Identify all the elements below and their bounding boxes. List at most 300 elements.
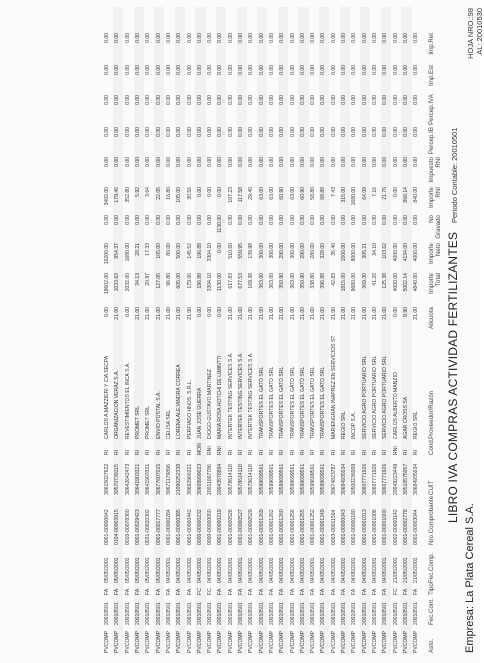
table-cell: 0.00	[104, 127, 111, 137]
table-cell: FA	[165, 588, 172, 595]
table-cell: 20010501	[330, 602, 337, 625]
table-cell: 30607771926	[371, 463, 378, 495]
table-cell: FA	[248, 588, 255, 595]
table-cell: 1033.63	[114, 273, 121, 292]
table-cell: FA	[361, 588, 368, 595]
table-cell: 0.00	[196, 307, 203, 317]
table-cell: 300.00	[268, 243, 275, 259]
table-cell: 0.00	[392, 187, 399, 197]
table-cell: 0.00	[351, 65, 358, 75]
table-cell: 3304.10	[207, 273, 214, 292]
table-cell: 0.00	[155, 33, 162, 43]
table-cell: 0001-00001255	[299, 509, 306, 545]
table-cell: RI	[268, 449, 275, 455]
table-cell: 0.00	[258, 65, 265, 75]
table-cell: 0001-00001269	[258, 509, 265, 545]
table-cell: 0.00	[361, 157, 368, 167]
table-cell: PVCOMP	[248, 630, 255, 653]
table-cell: PVCOMP	[145, 630, 152, 653]
table-cell: 0.00	[258, 33, 265, 43]
table-cell: 05/05/2001	[135, 557, 142, 583]
table-cell: DIOGO GUSTAVO MARTINEZ	[207, 369, 214, 439]
table-cell: 04/05/2001	[279, 557, 286, 583]
table-cell: 05/05/2001	[145, 557, 152, 583]
report-title: LIBRO IVA COMPRAS ACTIVIDAD FERTILIZANTES	[446, 231, 460, 523]
table-cell: 0.00	[186, 127, 193, 137]
table-cell: FA	[413, 588, 420, 595]
table-cell: 605.00	[176, 273, 183, 289]
table-cell: 0.00	[310, 157, 317, 167]
table-cell: 0.00	[402, 95, 409, 105]
accounting-period: Periodo Contable: 20010501	[450, 127, 459, 223]
table-cell: 21.00	[371, 307, 378, 320]
table-cell: 30692966221	[186, 463, 193, 495]
sheet-info	[466, 8, 484, 59]
table-cell: 9680.00	[351, 273, 358, 292]
table-cell: 0.00	[217, 187, 224, 197]
table-cell: CARLOS ALBERTO MANZIO	[392, 372, 399, 439]
table-cell: 0.00	[155, 157, 162, 167]
company-label: Empresa:	[464, 605, 476, 653]
table-cell: 0.00	[341, 215, 348, 225]
table-cell: 21.76	[382, 187, 389, 200]
table-cell: FA	[227, 588, 234, 595]
table-cell: 0031-00020302	[145, 509, 152, 545]
table-cell: 0.00	[135, 65, 142, 75]
table-cell: 21.00	[382, 307, 389, 320]
column-header: Imp.Est	[427, 65, 435, 86]
table-cell: 0.00	[104, 215, 111, 225]
table-cell: 0.00	[279, 95, 286, 105]
table-cell: 0.00	[145, 157, 152, 167]
table-cell: 30.56	[186, 187, 193, 200]
table-cell: 21.00	[341, 307, 348, 320]
table-cell: 21.00	[165, 307, 172, 320]
table-cell: 0.00	[114, 157, 121, 167]
table-cell: 30578614118	[248, 464, 255, 495]
table-cell: 04/05/2001	[289, 557, 296, 583]
table-cell: PVCOMP	[196, 630, 203, 653]
table-body	[103, 7, 422, 655]
table-cell: INTERTEK TESTING SERVICES S.A.	[238, 352, 245, 439]
table-cell: PERFIADO HNOS. S.R.L.	[186, 379, 193, 439]
table-cell: 0.00	[361, 65, 368, 75]
table-cell: 4134.00	[402, 243, 409, 262]
table-cell: 0.00	[361, 215, 368, 225]
table-cell: PVCOMP	[320, 630, 327, 653]
table-row	[195, 7, 205, 655]
table-cell: 80.00	[165, 243, 172, 256]
table-cell: 04/05/2001	[361, 557, 368, 583]
table-cell: FA	[299, 588, 306, 595]
table-cell: FC	[207, 588, 214, 595]
table-cell: 0.00	[310, 33, 317, 43]
table-cell: 20010501	[310, 602, 317, 625]
table-cell: RNI	[217, 446, 224, 455]
table-cell: 21.00	[413, 307, 420, 320]
table-cell: 0.00	[238, 157, 245, 167]
table-row	[247, 7, 257, 655]
table-cell: 369.30	[361, 273, 368, 289]
table-cell: 30607771926	[382, 463, 389, 495]
table-cell: 0.00	[279, 157, 286, 167]
table-cell: 22.05	[155, 187, 162, 200]
table-cell: 0001-00001000	[382, 509, 389, 545]
table-cell: 0.00	[341, 127, 348, 137]
table-cell: 05/05/2001	[104, 557, 111, 583]
table-cell: 0.00	[289, 33, 296, 43]
table-row	[154, 7, 164, 655]
table-cell: 04/05/2001	[258, 557, 265, 583]
table-cell: FC	[196, 588, 203, 595]
table-cell: 04/05/2001	[217, 557, 224, 583]
table-cell: 0.00	[248, 95, 255, 105]
table-cell: 0.00	[114, 33, 121, 43]
table-row	[185, 7, 195, 655]
table-cell: 3304.10	[207, 243, 214, 262]
table-cell: 145.52	[186, 243, 193, 259]
table-cell: 0.00	[361, 127, 368, 137]
table-cell: 20043578894	[217, 463, 224, 495]
table-cell: 0001-00017777	[155, 509, 162, 545]
table-cell: 20010501	[186, 602, 193, 625]
table-cell: RI	[248, 449, 255, 455]
table-cell: 20010501	[217, 602, 224, 625]
table-cell: 20010501	[196, 602, 203, 625]
table-cell: 854.37	[114, 243, 121, 259]
table-cell: PVCOMP	[279, 630, 286, 653]
table-cell: 510.60	[227, 243, 234, 259]
table-cell: 20010501	[104, 602, 111, 625]
table-cell: 0.00	[330, 127, 337, 137]
table-cell: 0.00	[258, 127, 265, 137]
table-cell: RI	[145, 449, 152, 455]
table-cell: FA	[268, 588, 275, 595]
table-cell: 30599699561	[299, 463, 306, 495]
table-cell: REGIO SRL	[341, 411, 348, 439]
table-cell: 0.00	[176, 33, 183, 43]
table-cell: 20010501	[268, 602, 275, 625]
table-cell: 677.53	[238, 273, 245, 289]
table-cell: 0.00	[310, 127, 317, 137]
table-cell: 0.00	[351, 33, 358, 43]
table-cell: 338.80	[310, 273, 317, 289]
table-cell: 20010501	[341, 602, 348, 625]
table-cell: 21.00	[361, 307, 368, 320]
table-cell: PVCOMP	[351, 630, 358, 653]
table-cell: TRANSPORTES EL GATO SRL	[268, 366, 275, 439]
table-cell: 0.00	[392, 215, 399, 225]
table-cell: RI	[361, 449, 368, 455]
table-cell: 0.00	[402, 215, 409, 225]
table-row	[103, 7, 113, 655]
table-cell: 352.80	[124, 187, 131, 203]
table-cell: 21.00	[186, 307, 193, 320]
table-cell: 0.00	[351, 127, 358, 137]
column-header: Impuesto RNI	[427, 157, 442, 183]
table-cell: RI	[227, 449, 234, 455]
table-cell: 30578614118	[227, 464, 234, 495]
table-cell: 30671176896	[165, 464, 172, 495]
table-row	[206, 7, 216, 655]
table-cell: 0.00	[268, 157, 275, 167]
table-cell: RI	[341, 449, 348, 455]
table-cell: 0.00	[176, 157, 183, 167]
table-row	[123, 7, 133, 655]
table-cell: 0.00	[155, 127, 162, 137]
table-cell: 0.00	[299, 215, 306, 225]
table-cell: REVESTIMIENTOS EL INCA S.A.	[124, 362, 131, 439]
table-cell: 0.00	[248, 127, 255, 137]
table-cell: PROMET SRL	[145, 405, 152, 439]
table-cell: 21.00	[248, 307, 255, 320]
table-cell: 04/05/2001	[382, 557, 389, 583]
table-cell: 0001-00029423	[135, 509, 142, 545]
table-cell: 107.23	[227, 187, 234, 203]
table-cell: 30570739115	[114, 464, 121, 495]
table-cell: 0.00	[371, 33, 378, 43]
column-header: Proveedor/Razón	[427, 390, 435, 439]
table-cell: 4000.00	[413, 243, 420, 262]
table-cell: PVCOMP	[227, 630, 234, 653]
table-cell: 363.00	[258, 273, 265, 289]
table-cell: 05/05/2001	[114, 557, 121, 583]
table-cell: 30615027622	[104, 463, 111, 495]
table-cell: 0000-00000232	[196, 509, 203, 545]
table-cell: 0.00	[382, 157, 389, 167]
table-cell: 17.33	[145, 243, 152, 256]
table-cell: 30674823787	[330, 463, 337, 495]
table-cell: PVCOMP	[310, 630, 317, 653]
table-cell: 300.00	[258, 243, 265, 259]
table-cell: PVCOMP	[341, 630, 348, 653]
table-cell: PVCOMP	[124, 630, 131, 653]
table-cell: 21/05/2001	[402, 557, 409, 583]
table-cell: RI	[351, 449, 358, 455]
table-cell: 0.00	[371, 215, 378, 225]
table-cell: ENVIO POSTAL S.A.	[155, 391, 162, 439]
table-cell: PVCOMP	[268, 630, 275, 653]
table-cell: 20010501	[382, 602, 389, 625]
table-cell: 0.00	[279, 215, 286, 225]
table-cell: RI	[279, 449, 286, 455]
table-cell: FA	[320, 588, 327, 595]
table-cell: 0.00	[392, 33, 399, 43]
table-cell: 30599699561	[279, 463, 286, 495]
table-cell: 20010501	[371, 602, 378, 625]
table-cell: 20010501	[392, 602, 399, 625]
table-cell: 30642642473	[124, 463, 131, 495]
table-cell: 04/05/2001	[268, 557, 275, 583]
table-cell: 20010501	[238, 602, 245, 625]
table-cell: 20010501	[124, 602, 131, 625]
table-cell: 0.00	[124, 33, 131, 43]
table-cell: RI	[382, 449, 389, 455]
table-header	[426, 7, 442, 655]
table-cell: 0.00	[186, 95, 193, 105]
table-cell: 63.00	[258, 187, 265, 200]
table-cell: 0.00	[207, 95, 214, 105]
table-cell: 363.00	[289, 273, 296, 289]
table-cell: RI	[330, 449, 337, 455]
table-cell: 4000.00	[392, 273, 399, 292]
table-cell: 0.00	[227, 95, 234, 105]
table-cell: 0.00	[207, 307, 214, 317]
table-row	[370, 7, 380, 655]
table-cell: 0.00	[207, 127, 214, 137]
table-cell: 0.00	[392, 95, 399, 105]
table-cell: 0.00	[186, 157, 193, 167]
table-cell: 0.00	[124, 157, 131, 167]
table-cell: 0.00	[217, 65, 224, 75]
table-cell: 559.95	[238, 243, 245, 259]
table-cell: 0.00	[145, 65, 152, 75]
table-cell: 0001-00000442	[186, 509, 193, 545]
column-header: Importe RNI	[427, 187, 442, 208]
table-cell: 0.00	[361, 95, 368, 105]
table-cell: RI	[289, 449, 296, 455]
table-cell: 0.00	[145, 33, 152, 43]
table-cell: 35.40	[330, 243, 337, 256]
table-cell: 1680.00	[351, 187, 358, 206]
table-cell: 0.00	[114, 95, 121, 105]
table-cell: PVCOMP	[299, 630, 306, 653]
table-cell: 60.90	[279, 187, 286, 200]
table-cell: MARIA ROSA HOTCHI DE LIMINTTI	[217, 355, 224, 439]
table-cell: 0.00	[330, 95, 337, 105]
table-cell: 7.43	[330, 187, 337, 197]
table-cell: 20010501	[176, 602, 183, 625]
table-cell: 0.00	[135, 33, 142, 43]
table-cell: 0.00	[186, 33, 193, 43]
table-cell: RI	[104, 449, 111, 455]
table-cell: PROMET SRL	[135, 405, 142, 439]
table-cell: 34.10	[371, 243, 378, 256]
table-cell: 04/05/2001	[176, 557, 183, 583]
table-cell: 0.00	[135, 157, 142, 167]
table-cell: 5002.14	[402, 273, 409, 292]
table-cell: 30578614118	[238, 464, 245, 495]
table-cell: 0.00	[351, 95, 358, 105]
table-cell: 0.00	[104, 307, 111, 317]
table-cell: 21.00	[279, 307, 286, 320]
table-cell: 105.00	[155, 243, 162, 259]
table-cell: 4840.00	[413, 273, 420, 292]
table-cell: 0.00	[289, 215, 296, 225]
table-cell: 0.00	[279, 33, 286, 43]
column-header: Importe Total	[427, 273, 442, 294]
table-cell: 0001-00001252	[310, 509, 317, 545]
table-cell: 328.00	[320, 243, 327, 259]
table-cell: MARIENGRAN INAPREZ EN SERVICIOS ST	[330, 335, 337, 439]
table-cell: 0.00	[279, 127, 286, 137]
table-cell: FA	[341, 588, 348, 595]
table-cell: 0.00	[124, 127, 131, 137]
table-cell: 20010501	[402, 602, 409, 625]
table-cell: 0.00	[217, 33, 224, 43]
table-cell: PVCOMP	[135, 630, 142, 653]
table-cell: 20010501	[258, 602, 265, 625]
table-cell: 0.00	[402, 157, 409, 167]
table-cell: 68.88	[320, 187, 327, 200]
table-cell: 0.00	[176, 95, 183, 105]
table-cell: PVCOMP	[371, 630, 378, 653]
table-cell: 0.00	[330, 157, 337, 167]
table-cell: 16.80	[165, 187, 172, 200]
table-row	[401, 7, 411, 655]
table-cell: 20010501	[361, 602, 368, 625]
table-cell: 0.00	[413, 215, 420, 225]
table-cell: 0.00	[330, 65, 337, 75]
table-cell: 2032.60	[124, 273, 131, 292]
table-cell: RI	[124, 449, 131, 455]
table-cell: 30684935034	[341, 463, 348, 495]
table-cell: 196.88	[196, 273, 203, 289]
table-cell: PVCOMP	[207, 630, 214, 653]
table-cell: 3402.00	[104, 187, 111, 206]
table-cell: 0.00	[196, 95, 203, 105]
table-cell: 0.00	[320, 215, 327, 225]
table-cell: 0001-00001008	[371, 509, 378, 545]
table-cell: 0.00	[248, 33, 255, 43]
table-cell: 0.00	[238, 95, 245, 105]
table-cell: 1130.00	[217, 215, 224, 234]
table-cell: 0.00	[382, 215, 389, 225]
column-header: Cond.	[427, 438, 435, 455]
table-cell: 30599699561	[258, 463, 265, 495]
table-cell: 20010501	[289, 602, 296, 625]
column-header: Asto.	[427, 638, 435, 653]
table-cell: 0.00	[165, 33, 172, 43]
table-cell: 139.98	[248, 243, 255, 259]
table-cell: 0.00	[248, 215, 255, 225]
table-cell: 04/05/2001	[320, 557, 327, 583]
table-cell: 21.00	[268, 307, 275, 320]
table-cell: 0104-00003915	[114, 509, 121, 545]
table-cell: 363.00	[268, 273, 275, 289]
table-cell: 103.62	[382, 243, 389, 259]
table-cell: 179.46	[114, 187, 121, 203]
table-cell: PVCOMP	[258, 630, 265, 653]
table-cell: 30500236009	[351, 463, 358, 495]
table-cell: 29.40	[248, 187, 255, 200]
table-row	[216, 7, 226, 655]
table-cell: 0001-00000642	[104, 509, 111, 545]
table-cell: FC	[392, 588, 399, 595]
table-cell: PVCOMP	[155, 630, 162, 653]
table-cell: TRANSPORTES EL GATO SRL	[258, 366, 265, 439]
table-cell: PVCOMP	[238, 630, 245, 653]
table-cell: PVCOMP	[104, 630, 111, 653]
table-cell: 0001-00000527	[238, 509, 245, 545]
table-cell: FA	[176, 588, 183, 595]
table-cell: 196.88	[196, 243, 203, 259]
table-cell: 0010-00078360	[124, 509, 131, 545]
table-cell: 0.00	[299, 95, 306, 105]
table-cell: 0.00	[341, 33, 348, 43]
sheet-number: HOJA NRO.:98	[466, 8, 475, 59]
table-cell: 0.00	[248, 65, 255, 75]
table-cell: 21.00	[135, 307, 142, 320]
table-cell: 0.00	[196, 65, 203, 75]
table-cell: 0.00	[351, 215, 358, 225]
table-cell: REGIO SRL	[413, 411, 420, 439]
table-row	[278, 7, 288, 655]
table-cell: PVCOMP	[114, 630, 121, 653]
table-cell: 0.00	[145, 95, 152, 105]
table-cell: 0.00	[392, 307, 399, 317]
table-row	[237, 7, 247, 655]
